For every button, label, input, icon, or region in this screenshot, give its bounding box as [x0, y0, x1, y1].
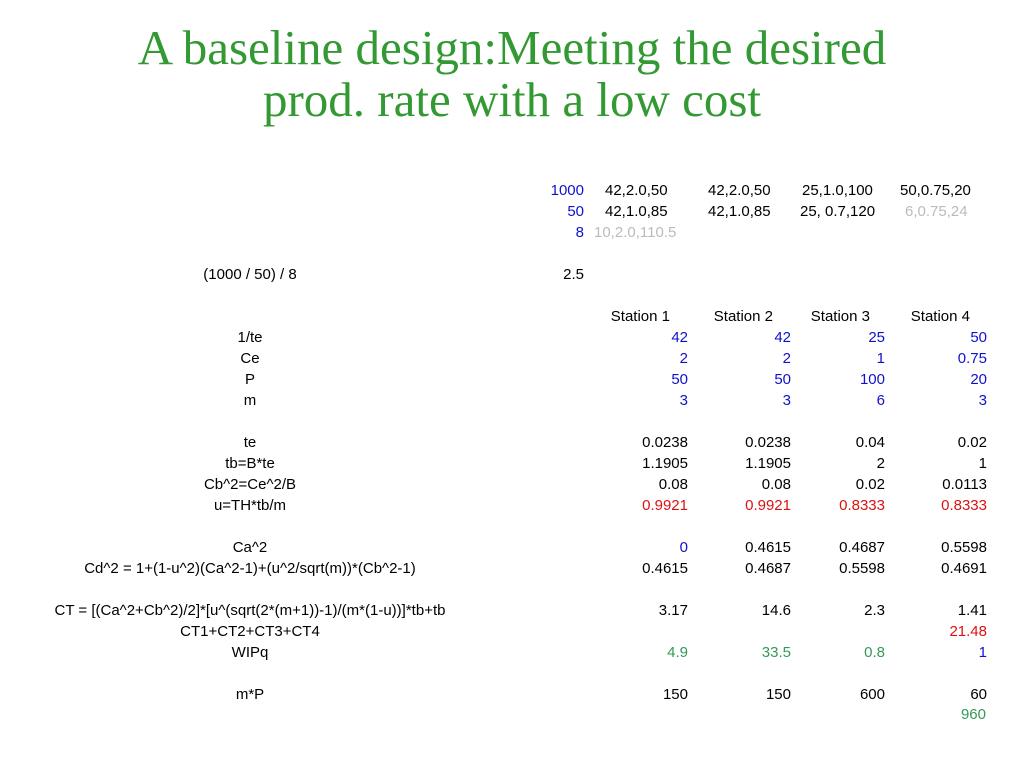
- row-label: Ce: [240, 350, 260, 367]
- param-s3-1: 25,1.0,100: [802, 182, 873, 199]
- cell-station-1: 4.9: [667, 644, 688, 661]
- param-s2-1: 42,2.0,50: [708, 182, 771, 199]
- cell-station-3: 600: [859, 686, 885, 703]
- cell-station-2: 0.4687: [745, 560, 791, 577]
- cell-station-1: 3: [679, 392, 688, 409]
- cell-station-2: 42: [774, 329, 791, 346]
- cell-station-2: 33.5: [761, 644, 791, 661]
- page-title: [0, 22, 1024, 126]
- param-s4-2: 6,0.75,24: [905, 203, 968, 220]
- cell-station-4: 50: [970, 329, 987, 346]
- cell-station-4: 1: [978, 455, 987, 472]
- title-line-2: prod. rate with a low cost: [262, 72, 762, 127]
- row-label: tb=B*te: [225, 455, 275, 472]
- cell-station-2: 0.0238: [745, 434, 791, 451]
- cell-station-1: 0.4615: [642, 560, 688, 577]
- cell-station-2: 50: [774, 371, 791, 388]
- cell-station-2: 150: [765, 686, 791, 703]
- param-value-3: 8: [575, 224, 584, 241]
- row-label: te: [243, 434, 257, 451]
- row-label: CT = [(Ca^2+Cb^2)/2]*[u^(sqrt(2*(m+1))-1)/(m*(1-u))]*tb+tb: [54, 602, 446, 619]
- cell-station-3: 2.3: [864, 602, 885, 619]
- cell-station-3: 1: [876, 350, 885, 367]
- total-m-times-p: 960: [960, 706, 986, 723]
- cell-station-2: 1.1905: [745, 455, 791, 472]
- param-s1-1: 42,2.0,50: [605, 182, 668, 199]
- cell-station-3: 2: [876, 455, 885, 472]
- cell-station-4: 21.48: [949, 623, 987, 640]
- cell-station-2: 0.9921: [745, 497, 791, 514]
- param-s3-2: 25, 0.7,120: [800, 203, 876, 220]
- cell-station-3: 0.04: [855, 434, 885, 451]
- cell-station-4: 1: [978, 644, 987, 661]
- cell-station-1: 0: [679, 539, 688, 556]
- header-station-3: Station 3: [810, 308, 870, 325]
- param-s1-2: 42,1.0,85: [605, 203, 668, 220]
- row-label: Cb^2=Ce^2/B: [203, 476, 297, 493]
- row-label: m*P: [235, 686, 265, 703]
- header-station-4: Station 4: [910, 308, 970, 325]
- row-label: u=TH*tb/m: [213, 497, 287, 514]
- row-label: m: [243, 392, 257, 409]
- header-station-2: Station 2: [713, 308, 773, 325]
- cell-station-4: 0.4691: [941, 560, 987, 577]
- cell-station-4: 0.02: [957, 434, 987, 451]
- cell-station-3: 0.5598: [839, 560, 885, 577]
- cell-station-4: 20: [970, 371, 987, 388]
- cell-station-2: 3: [782, 392, 791, 409]
- param-value-1: 1000: [550, 182, 584, 199]
- cell-station-2: 14.6: [761, 602, 791, 619]
- cell-station-1: 50: [671, 371, 688, 388]
- cell-station-3: 0.4687: [839, 539, 885, 556]
- ratio-label: (1000 / 50) / 8: [203, 266, 297, 283]
- cell-station-4: 60: [970, 686, 987, 703]
- cell-station-4: 0.8333: [941, 497, 987, 514]
- row-label: P: [244, 371, 255, 388]
- ratio-value: 2.5: [563, 266, 584, 283]
- row-label: Ca^2: [232, 539, 268, 556]
- row-label: 1/te: [237, 329, 263, 346]
- cell-station-3: 25: [868, 329, 885, 346]
- cell-station-4: 0.0113: [942, 476, 987, 493]
- row-label: Cd^2 = 1+(1-u^2)(Ca^2-1)+(u^2/sqrt(m))*(Cb^2-1): [84, 560, 416, 577]
- cell-station-2: 0.08: [761, 476, 791, 493]
- param-s2-2: 42,1.0,85: [708, 203, 771, 220]
- cell-station-4: 0.75: [957, 350, 987, 367]
- cell-station-1: 150: [662, 686, 688, 703]
- cell-station-3: 6: [876, 392, 885, 409]
- cell-station-4: 1.41: [957, 602, 987, 619]
- cell-station-4: 3: [978, 392, 987, 409]
- param-s1-3: 10,2.0,110.5: [594, 224, 677, 241]
- cell-station-3: 100: [859, 371, 885, 388]
- cell-station-3: 0.8: [864, 644, 885, 661]
- cell-station-1: 2: [679, 350, 688, 367]
- cell-station-4: 0.5598: [941, 539, 987, 556]
- header-station-1: Station 1: [610, 308, 670, 325]
- cell-station-3: 0.02: [855, 476, 885, 493]
- cell-station-1: 42: [671, 329, 688, 346]
- row-label: WIPq: [231, 644, 269, 661]
- cell-station-1: 0.08: [658, 476, 688, 493]
- cell-station-1: 1.1905: [642, 455, 688, 472]
- cell-station-3: 0.8333: [839, 497, 885, 514]
- title-line-1: A baseline design:Meeting the desired: [137, 20, 887, 75]
- cell-station-2: 2: [782, 350, 791, 367]
- param-value-2: 50: [567, 203, 584, 220]
- cell-station-1: 0.9921: [642, 497, 688, 514]
- param-s4-1: 50,0.75,20: [900, 182, 971, 199]
- row-label: CT1+CT2+CT3+CT4: [180, 623, 320, 640]
- cell-station-1: 0.0238: [642, 434, 688, 451]
- cell-station-2: 0.4615: [745, 539, 791, 556]
- cell-station-1: 3.17: [658, 602, 688, 619]
